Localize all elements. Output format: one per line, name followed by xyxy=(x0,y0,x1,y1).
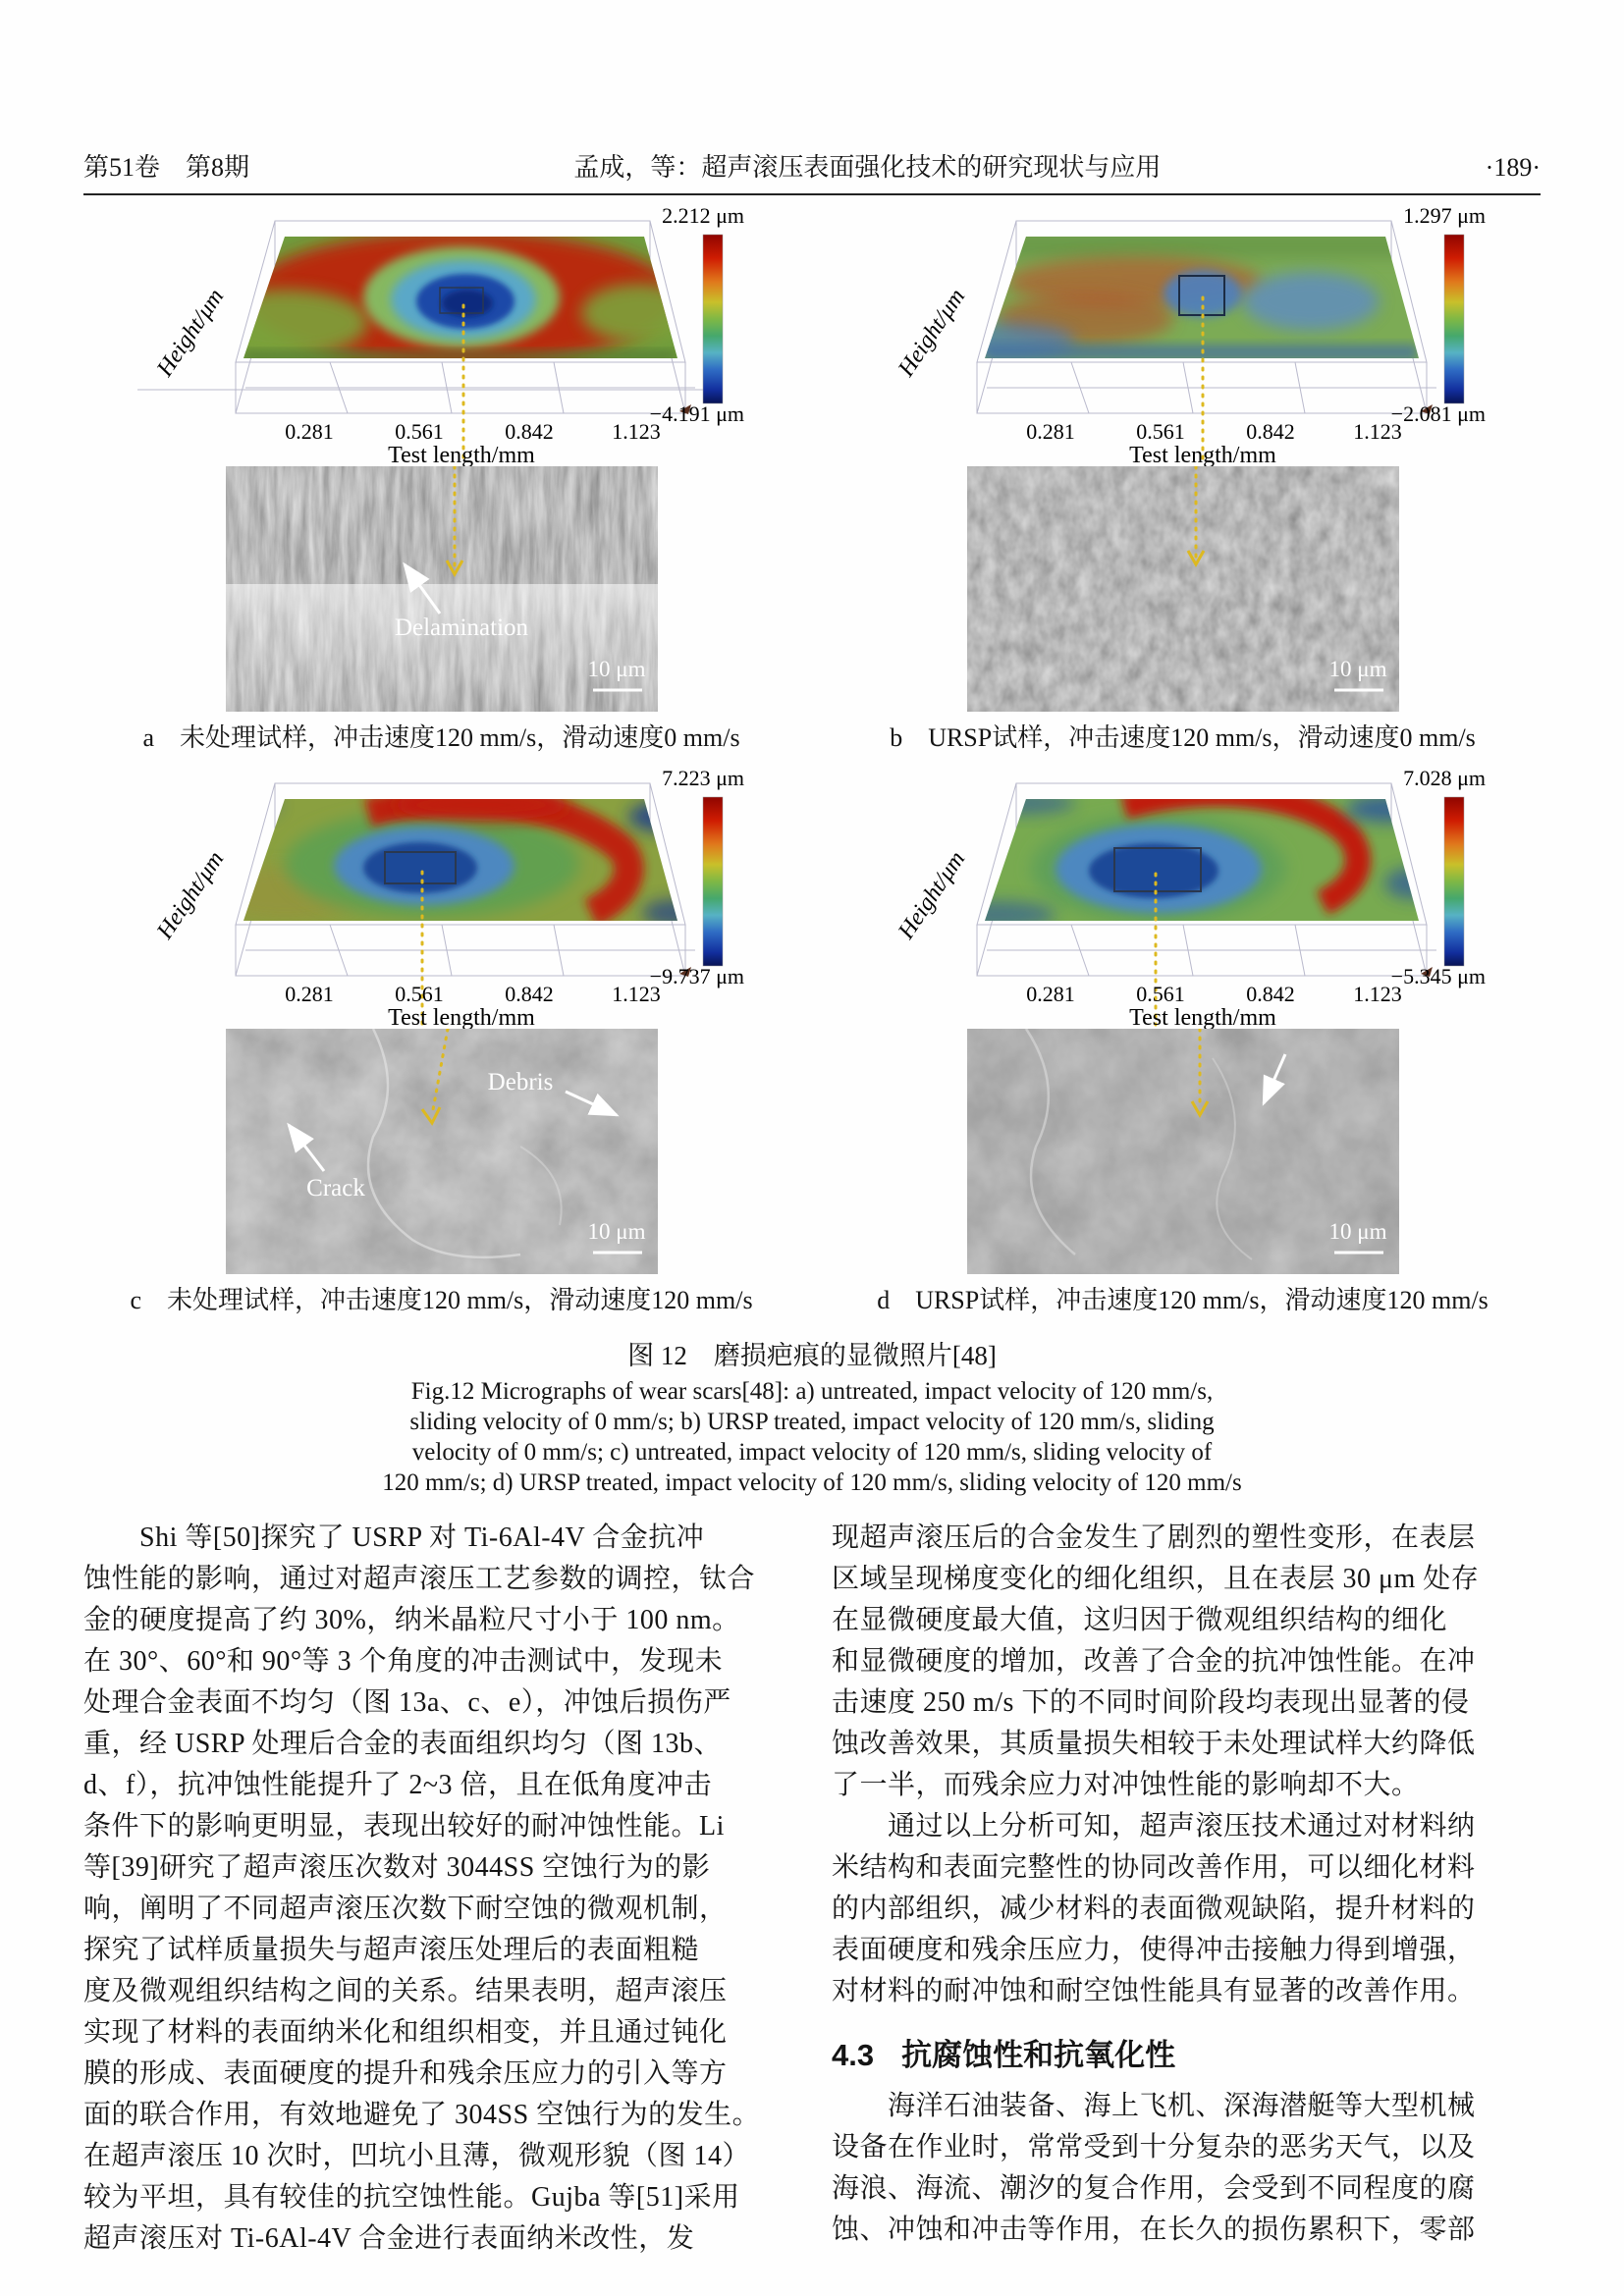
body-text-line: 海浪、海流、潮汐的复合作用，会受到不同程度的腐 xyxy=(832,2173,1476,2204)
body-text-line: 蚀改善效果，其质量损失相较于未处理试样大约降低 xyxy=(832,1729,1476,1759)
annotation-label: Delamination xyxy=(394,614,528,641)
body-text-line: 在显微硬度最大值，这归因于微观组织结构的细化 xyxy=(832,1605,1448,1635)
body-text-line: 现超声滚压后的合金发生了剧烈的塑性变形，在表层 xyxy=(832,1522,1476,1553)
svg-text:0.842: 0.842 xyxy=(504,982,554,1006)
svg-text:0.561: 0.561 xyxy=(1135,982,1185,1006)
sem-image-a xyxy=(226,466,658,712)
surface-plot-b xyxy=(879,203,1488,466)
body-text-line: 了一半，而残余应力对冲蚀性能的影响却不大。 xyxy=(832,1770,1420,1800)
body-text-line: 处理合金表面不均匀（图 13a、c、e），冲蚀后损伤严 xyxy=(83,1687,731,1718)
sem-image-d xyxy=(967,1029,1399,1274)
body-text-line: 米结构和表面完整性的协同改善作用，可以细化材料 xyxy=(832,1852,1476,1883)
header-rule xyxy=(83,193,1541,195)
subfigure-c xyxy=(83,766,799,1326)
page-header xyxy=(83,147,1541,184)
body-text-line: 较为平坦，具有较佳的抗空蚀性能。Gujba 等[51]采用 xyxy=(83,2182,740,2213)
right-paragraph-1 xyxy=(832,1518,1541,1806)
colorbar xyxy=(1444,797,1464,966)
svg-text:0.561: 0.561 xyxy=(394,982,444,1006)
y-axis-label: Height/μm xyxy=(893,846,970,944)
body-text-line: 蚀、冲蚀和冲击等作用，在长久的损伤累积下，零部 xyxy=(832,2215,1476,2245)
body-text-line: 对材料的耐冲蚀和耐空蚀性能具有显著的改善作用。 xyxy=(832,1976,1476,2006)
body-text-line: d、f），抗冲蚀性能提升了 2~3 倍，且在低角度冲击 xyxy=(83,1770,712,1800)
scalebar-label: 10 μm xyxy=(587,657,645,681)
body-text-line: 区域呈现梯度变化的细化组织，且在表层 30 μm 处存 xyxy=(832,1564,1480,1594)
svg-text:0.281: 0.281 xyxy=(284,982,334,1006)
sem-image-c xyxy=(226,1029,658,1274)
subfigure-caption: c 未处理试样，冲击速度120 mm/s，滑动速度120 mm/s xyxy=(130,1286,753,1314)
figure-caption-en-line: 120 mm/s; d) URSP treated, impact velocity of 120 mm/s, sliding velocity of 120 mm/s xyxy=(382,1469,1242,1496)
figure-caption-en xyxy=(83,1376,1541,1498)
figure-12 xyxy=(83,203,1541,1326)
x-axis-label: Test length/mm xyxy=(387,443,535,466)
page-number: ·189· xyxy=(1485,153,1541,182)
svg-text:0.561: 0.561 xyxy=(1135,419,1185,444)
colorbar-max: 1.297 μm xyxy=(1402,203,1486,228)
svg-text:0.281: 0.281 xyxy=(1025,419,1075,444)
right-column xyxy=(832,1518,1541,2260)
subfigure-d xyxy=(825,766,1541,1326)
body-text-line: 重，经 USRP 处理后合金的表面组织均匀（图 13b、 xyxy=(83,1729,723,1759)
section-number: 4.3 xyxy=(832,2038,875,2072)
colorbar-min: −5.345 μm xyxy=(1390,964,1486,988)
surface-plot-c xyxy=(137,766,746,1029)
body-text-line: 金的硬度提高了约 30%，纳米晶粒尺寸小于 100 nm。 xyxy=(83,1605,740,1635)
subfigure-b xyxy=(825,203,1541,764)
figure-caption-en-line: Fig.12 Micrographs of wear scars[48]: a) untreated, impact velocity of 120 mm/s, xyxy=(410,1378,1214,1405)
annotation-label: Crack xyxy=(305,1175,365,1201)
surface-c xyxy=(206,789,709,927)
svg-text:0.842: 0.842 xyxy=(1245,419,1295,444)
body-text-line: 面的联合作用，有效地避免了 304SS 空蚀行为的发生。 xyxy=(83,2100,761,2130)
body-text-line: 度及微观组织结构之间的关系。结果表明，超声滚压 xyxy=(83,1976,728,2006)
body-text-line: 通过以上分析可知，超声滚压技术通过对材料纳 xyxy=(832,1811,1476,1842)
body-text-line: 等[39]研究了超声滚压次数对 3044SS 空蚀行为的影 xyxy=(83,1852,711,1883)
surface-d xyxy=(938,791,1443,929)
y-axis-label: Height/μm xyxy=(893,284,970,382)
svg-text:0.281: 0.281 xyxy=(1025,982,1075,1006)
colorbar-max: 7.223 μm xyxy=(661,766,744,790)
body-text-line: 海洋石油装备、海上飞机、深海潜艇等大型机械 xyxy=(832,2091,1476,2121)
x-axis-ticks xyxy=(1026,419,1402,444)
section-title: 抗腐蚀性和抗氧化性 xyxy=(901,2038,1176,2072)
x-axis-label: Test length/mm xyxy=(1128,443,1276,466)
volume-issue: 第51卷 第8期 xyxy=(83,153,250,182)
subfigure-caption: d URSP试样，冲击速度120 mm/s，滑动速度120 mm/s xyxy=(877,1286,1489,1314)
colorbar-min: −2.081 μm xyxy=(1390,401,1486,426)
sem-image-b xyxy=(967,466,1399,712)
surface-plot-d xyxy=(879,766,1488,1029)
right-paragraph-3 xyxy=(832,2086,1541,2251)
running-title: 孟成，等：超声滚压表面强化技术的研究现状与应用 xyxy=(573,153,1162,182)
body-text-line: 实现了材料的表面纳米化和组织相变，并且通过钝化 xyxy=(83,2017,728,2048)
body-text-line: 条件下的影响更明显，表现出较好的耐冲蚀性能。Li xyxy=(83,1811,725,1842)
svg-text:1.123: 1.123 xyxy=(1352,419,1402,444)
body-text xyxy=(83,1518,1541,2260)
svg-text:1.123: 1.123 xyxy=(611,982,661,1006)
y-axis-label: Height/μm xyxy=(151,284,229,382)
svg-text:0.842: 0.842 xyxy=(504,419,554,444)
colorbar-min: −4.191 μm xyxy=(649,401,744,426)
body-text-line: 击速度 250 m/s 下的不同时间阶段均表现出显著的侵 xyxy=(832,1687,1470,1718)
colorbar xyxy=(703,797,723,966)
body-text-line: 蚀性能的影响，通过对超声滚压工艺参数的调控，钛合 xyxy=(83,1564,756,1594)
colorbar-min: −9.737 μm xyxy=(649,964,744,988)
x-axis-ticks xyxy=(1026,982,1402,1006)
body-text-line: 超声滚压对 Ti-6Al-4V 合金进行表面纳米改性，发 xyxy=(83,2223,695,2254)
figure-caption-en-line: sliding velocity of 0 mm/s; b) URSP treated, impact velocity of 120 mm/s, sliding xyxy=(409,1409,1215,1435)
body-text-line: 设备在作业时，常常受到十分复杂的恶劣天气，以及 xyxy=(832,2132,1476,2163)
svg-text:0.561: 0.561 xyxy=(394,419,444,444)
colorbar xyxy=(703,235,723,403)
subfigure-a xyxy=(83,203,799,764)
x-axis-label: Test length/mm xyxy=(387,1005,535,1029)
y-axis-label: Height/μm xyxy=(151,846,229,944)
body-text-line: 探究了试样质量损失与超声滚压处理后的表面粗糙 xyxy=(83,1935,700,1965)
surface-plot-a xyxy=(137,203,746,466)
right-paragraph-2 xyxy=(832,1806,1541,2012)
svg-text:0.842: 0.842 xyxy=(1245,982,1295,1006)
body-text-line: 的内部组织，减少材料的表面微观缺陷，提升材料的 xyxy=(832,1894,1476,1924)
scalebar-label: 10 μm xyxy=(1328,1219,1386,1244)
colorbar-max: 7.028 μm xyxy=(1402,766,1486,790)
x-axis-ticks xyxy=(285,419,661,444)
body-text-line: 响，阐明了不同超声滚压次数下耐空蚀的微观机制， xyxy=(83,1894,728,1924)
body-text-line: 在超声滚压 10 次时，凹坑小且薄，微观形貌（图 14） xyxy=(83,2141,751,2171)
annotation-label: Debris xyxy=(487,1069,553,1095)
body-text-line: 在 30°、60°和 90°等 3 个角度的冲击测试中，发现未 xyxy=(83,1646,724,1677)
x-axis-ticks xyxy=(285,982,661,1006)
svg-text:0.281: 0.281 xyxy=(284,419,334,444)
body-text-line: Shi 等[50]探究了 USRP 对 Ti-6Al-4V 合金抗冲 xyxy=(83,1522,705,1553)
left-column xyxy=(83,1518,792,2260)
scalebar-label: 10 μm xyxy=(587,1219,645,1244)
subfigure-caption: a 未处理试样，冲击速度120 mm/s，滑动速度0 mm/s xyxy=(142,723,740,752)
surface-a xyxy=(201,231,699,364)
svg-text:1.123: 1.123 xyxy=(1352,982,1402,1006)
subfigure-caption: b URSP试样，冲击速度120 mm/s，滑动速度0 mm/s xyxy=(890,723,1476,752)
svg-text:1.123: 1.123 xyxy=(611,419,661,444)
section-heading-4-3 xyxy=(832,2030,1541,2074)
figure-caption-en-line: velocity of 0 mm/s; c) untreated, impact velocity of 120 mm/s, sliding velocity of xyxy=(411,1439,1213,1466)
colorbar xyxy=(1444,235,1464,403)
body-text-line: 和显微硬度的增加，改善了合金的抗冲蚀性能。在冲 xyxy=(832,1646,1476,1677)
surface-b xyxy=(938,233,1429,362)
x-axis-label: Test length/mm xyxy=(1128,1005,1276,1029)
figure-caption-cn: 图 12 磨损疤痕的显微照片[48] xyxy=(627,1341,997,1370)
body-text-line: 膜的形成、表面硬度的提升和残余压应力的引入等方 xyxy=(83,2058,728,2089)
scalebar-label: 10 μm xyxy=(1328,657,1386,681)
body-text-line: 表面硬度和残余压应力，使得冲击接触力得到增强， xyxy=(832,1935,1476,1965)
colorbar-max: 2.212 μm xyxy=(661,203,744,228)
